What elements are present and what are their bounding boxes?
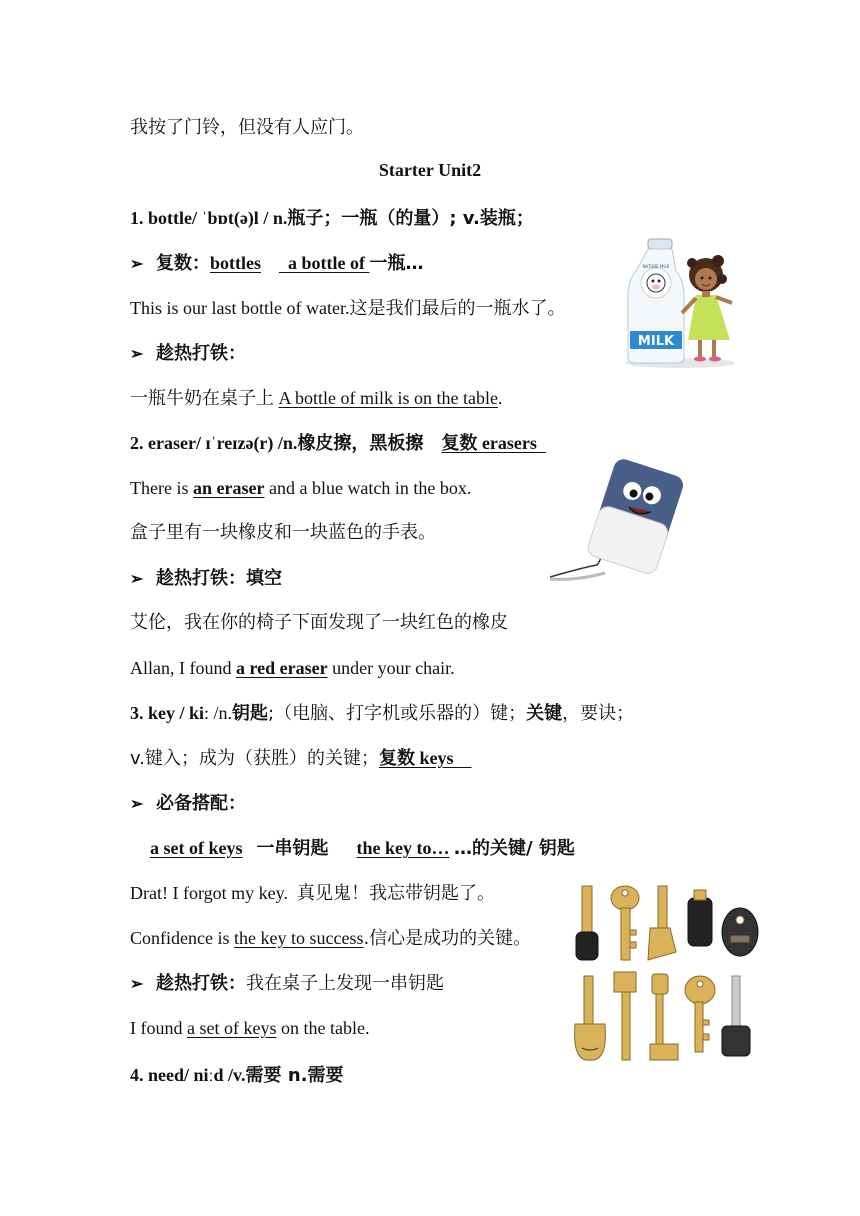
phrase-text: a bottle of bbox=[288, 253, 365, 273]
word-3-colloc-label bbox=[130, 790, 246, 818]
girl-icon bbox=[682, 255, 732, 362]
arrow-bullet-icon: ➢ bbox=[130, 346, 144, 363]
word-2-plural bbox=[441, 433, 545, 453]
word-3-drill bbox=[130, 970, 444, 998]
section-title: Starter Unit2 bbox=[378, 160, 482, 180]
example-zh: .信心是成功的关键。 bbox=[363, 928, 532, 949]
word-1-heading-en: 1. bottle/ ˈbɒt(ə)l / n. bbox=[130, 208, 288, 228]
collocation-1: a set of keys bbox=[150, 838, 243, 858]
word-2-drill-en bbox=[130, 655, 455, 681]
keys-illustration bbox=[570, 880, 765, 1065]
word-3-heading bbox=[130, 700, 634, 727]
example-pre: There is bbox=[130, 478, 193, 498]
word-2-heading-en: 2. eraser/ ɪˈreɪzə(r) /n. bbox=[130, 433, 298, 453]
word-3-meaning-4: ，要诀； bbox=[562, 703, 635, 724]
milk-girl-illustration bbox=[618, 235, 758, 370]
word-3-pos: /n. bbox=[209, 703, 233, 723]
key-icon bbox=[575, 972, 750, 1060]
word-1-heading-zh: 瓶子；一瓶（的量）; v.装瓶； bbox=[287, 208, 534, 229]
word-2-heading bbox=[130, 430, 546, 457]
word-3-plural bbox=[379, 748, 472, 768]
example-zh: 真见鬼！我忘带钥匙了。 bbox=[296, 883, 495, 904]
example-answer: an eraser bbox=[192, 478, 265, 498]
phrase-answer bbox=[279, 253, 369, 273]
word-4-heading bbox=[130, 1062, 343, 1089]
key-icon bbox=[576, 886, 758, 960]
word-4-heading-zh: 需要 n.需要 bbox=[245, 1065, 344, 1086]
word-2-drill-zh: 艾伦，我在你的椅子下面发现了一块红色的橡皮 bbox=[130, 612, 508, 633]
svg-text:NATURE MILK: NATURE MILK bbox=[642, 264, 670, 269]
drill-post: under your chair. bbox=[327, 658, 455, 678]
drill-zh: 我在桌子上发现一串钥匙 bbox=[246, 973, 444, 994]
example-pre: Confidence is bbox=[130, 928, 234, 948]
svg-text:MILK: MILK bbox=[637, 334, 675, 349]
drill-answer: A bottle of milk is on the table bbox=[278, 388, 498, 408]
word-3-example-1 bbox=[130, 880, 495, 907]
word-2-drill-label bbox=[130, 565, 282, 593]
intro-line: 我按了门铃，但没有人应门。 bbox=[130, 117, 364, 138]
collocation-2-zh: …的关键/ 钥匙 bbox=[454, 838, 575, 859]
drill-pre: I found bbox=[130, 1018, 187, 1038]
word-3-meaning-2: ;（电脑、打字机或乐器的）键； bbox=[268, 703, 527, 724]
drill-post: on the table. bbox=[276, 1018, 370, 1038]
milk-bottle-icon bbox=[628, 239, 684, 363]
drill-zh: 一瓶牛奶在桌子上 bbox=[130, 388, 274, 409]
word-3-verb-meaning: v.键入；成为（获胜）的关键； bbox=[130, 748, 379, 769]
word-1-drill-label bbox=[130, 340, 246, 368]
word-3-collocations bbox=[150, 835, 575, 862]
word-3-heading-en: 3. key / ki bbox=[130, 703, 205, 723]
collocation-1-zh: 一串钥匙 bbox=[256, 838, 329, 859]
word-3-line-2 bbox=[130, 745, 472, 772]
word-1-heading bbox=[130, 205, 534, 232]
drill-answer: a red eraser bbox=[235, 658, 328, 678]
drill-label-text: 趁热打铁： bbox=[156, 973, 246, 994]
arrow-bullet-icon: ➢ bbox=[130, 796, 144, 813]
drill-answer: a set of keys bbox=[187, 1018, 277, 1038]
drill-end: . bbox=[497, 388, 503, 408]
colloc-label-text: 必备搭配： bbox=[156, 793, 246, 814]
word-1-plural-line bbox=[130, 250, 423, 278]
example-en: This is our last bottle of water. bbox=[130, 298, 350, 318]
phonetic-colon: : bbox=[204, 703, 210, 723]
example-en: Drat! I forgot my key. bbox=[130, 883, 288, 903]
drill-pre: Allan, I found bbox=[130, 658, 236, 678]
example-post: and a blue watch in the box. bbox=[264, 478, 472, 498]
plural-answer: erasers bbox=[481, 433, 537, 453]
word-3-example-2 bbox=[130, 925, 531, 952]
word-3-meaning-3: 关键 bbox=[526, 703, 563, 724]
arrow-bullet-icon: ➢ bbox=[130, 976, 144, 993]
drill-label-text: 趁热打铁：填空 bbox=[156, 568, 282, 589]
eraser-illustration bbox=[545, 455, 685, 615]
plural-label: 复数 bbox=[441, 433, 478, 454]
example-zh: 这是我们最后的一瓶水了。 bbox=[349, 298, 566, 319]
phrase-zh: 一瓶… bbox=[369, 253, 424, 274]
word-3-meaning-1: 钥匙 bbox=[232, 703, 269, 724]
arrow-bullet-icon: ➢ bbox=[130, 256, 144, 273]
drill-label-text: 趁热打铁： bbox=[156, 343, 246, 364]
word-2-example-zh: 盒子里有一块橡皮和一块蓝色的手表。 bbox=[130, 522, 436, 543]
plural-answer: bottles bbox=[210, 253, 261, 273]
plural-label: 复数： bbox=[156, 253, 210, 274]
arrow-bullet-icon: ➢ bbox=[130, 571, 144, 588]
word-2-example-en bbox=[130, 475, 471, 501]
word-4-heading-en: 4. need/ niːd /v. bbox=[130, 1065, 246, 1085]
word-1-drill-line bbox=[130, 385, 502, 412]
word-3-drill-en bbox=[130, 1015, 369, 1041]
word-1-example bbox=[130, 295, 565, 322]
plural-label: 复数 bbox=[378, 748, 415, 769]
example-answer: the key to success bbox=[233, 928, 364, 948]
plural-answer: keys bbox=[419, 748, 454, 768]
word-2-heading-zh: 橡皮擦，黑板擦 bbox=[297, 433, 424, 454]
collocation-2: the key to… bbox=[356, 838, 450, 858]
